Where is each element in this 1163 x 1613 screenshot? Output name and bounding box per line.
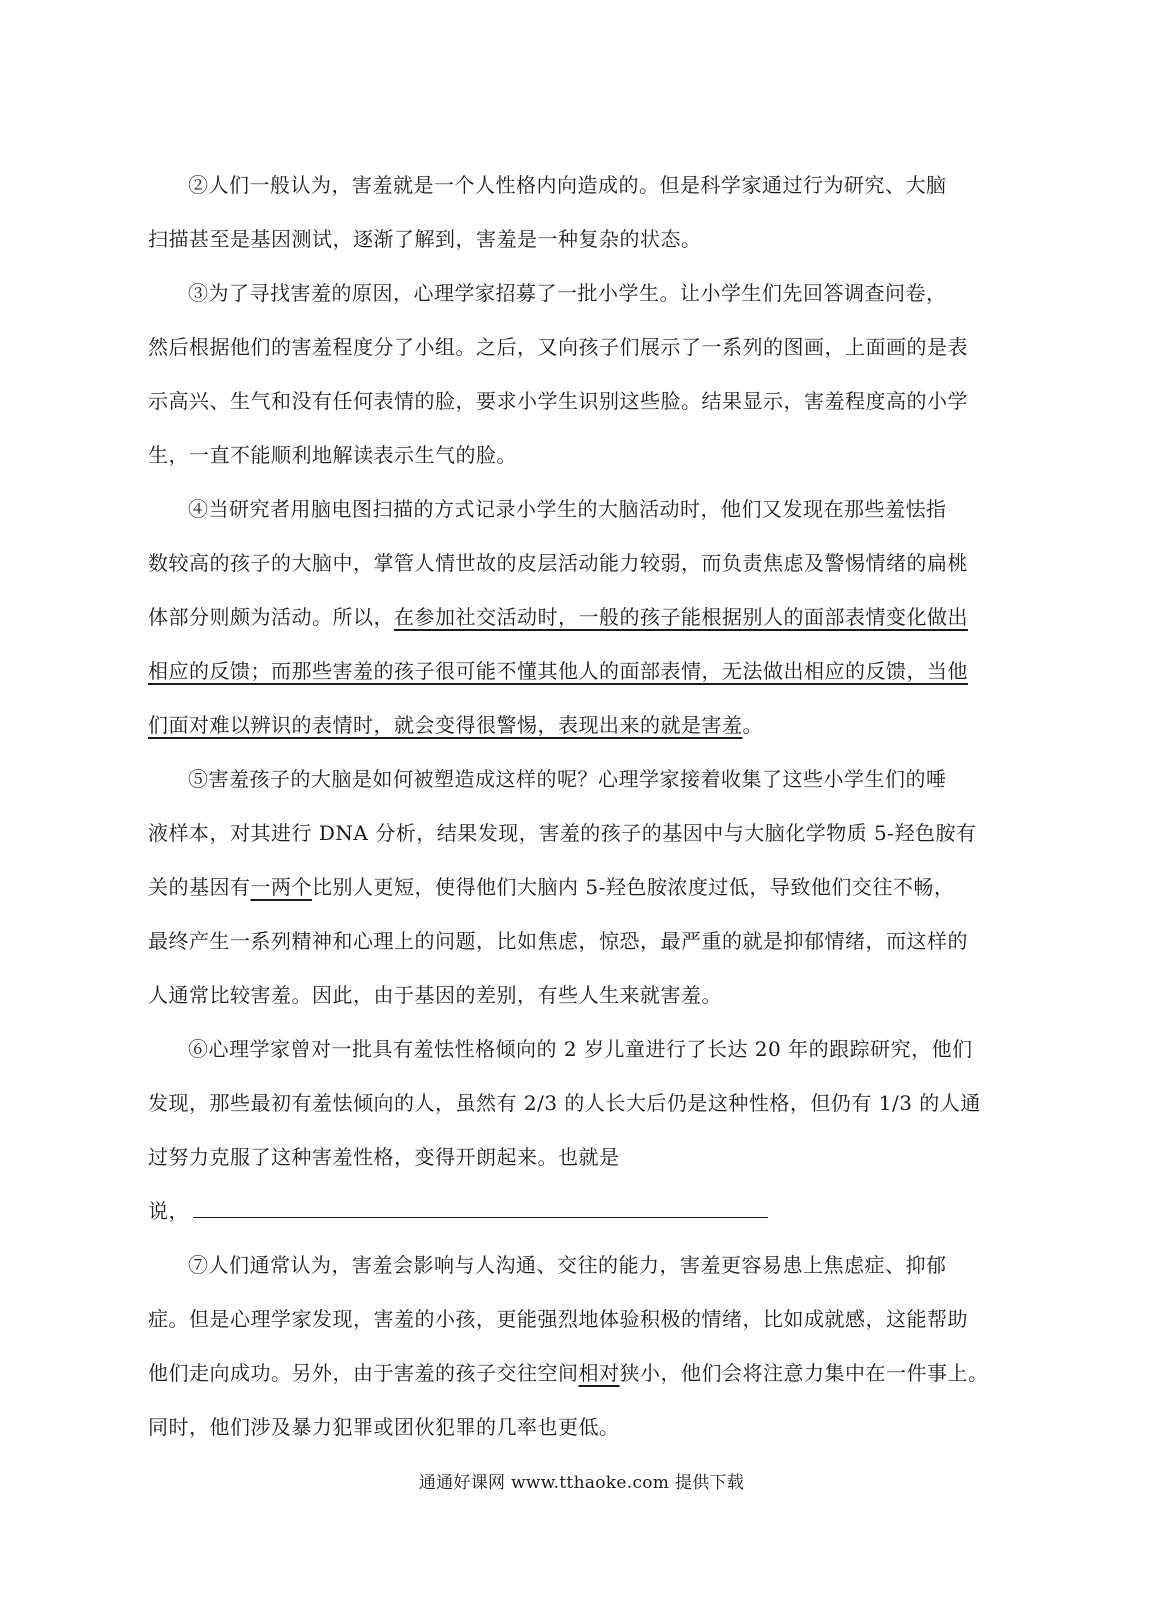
text-segment: 他们走向成功。另外，由于害羞的孩子交往空间 [148, 1361, 579, 1385]
text-line [148, 860, 1018, 914]
text-line: 然后根据他们的害羞程度分了小组。之后，又向孩子们展示了一系列的图画，上面画的是表 [148, 335, 968, 359]
text-line: ⑦人们通常认为，害羞会影响与人沟通、交往的能力，害羞更容易患上焦虑症、抑郁 [188, 1253, 947, 1277]
paragraph-2 [148, 158, 1018, 266]
text-line: 扫描甚至是基因测试，逐渐了解到，害羞是一种复杂的状态。 [148, 227, 702, 251]
document-body [148, 158, 1018, 1454]
text-line [148, 1184, 1018, 1238]
text-line [148, 698, 1018, 752]
text-line [148, 644, 1018, 698]
text-segment: 狭小，他们会将注意力集中在一件事上。 [619, 1361, 989, 1385]
text-line: ④当研究者用脑电图扫描的方式记录小学生的大脑活动时，他们又发现在那些羞怯指 [188, 497, 947, 521]
answer-blank[interactable] [193, 1197, 768, 1218]
text-segment: 体部分则颇为活动。所以， [148, 605, 394, 629]
text-segment: 比别人更短，使得他们大脑内 5-羟色胺浓度过低，导致他们交往不畅， [312, 875, 955, 899]
text-segment: 。 [742, 713, 763, 737]
text-line: 人通常比较害羞。因此，由于基因的差别，有些人生来就害羞。 [148, 983, 722, 1007]
text-line: 同时，他们涉及暴力犯罪或团伙犯罪的几率也更低。 [148, 1415, 620, 1439]
text-line: ③为了寻找害羞的原因，心理学家招募了一批小学生。让小学生们先回答调查问卷， [188, 281, 947, 305]
text-line: ⑤害羞孩子的大脑是如何被塑造成这样的呢？心理学家接着收集了这些小学生们的唾 [188, 767, 947, 791]
paragraph-3 [148, 266, 1018, 482]
text-line: ②人们一般认为，害羞就是一个人性格内向造成的。但是科学家通过行为研究、大脑 [188, 173, 947, 197]
paragraph-6 [148, 1022, 1018, 1238]
underlined-sentence: 在参加社交活动时，一般的孩子能根据别人的面部表情变化做出 [394, 605, 968, 629]
text-line: 过努力克服了这种害羞性格，变得开朗起来。也就是 [148, 1145, 620, 1169]
text-line: 数较高的孩子的大脑中，掌管人情世故的皮层活动能力较弱，而负责焦虑及警惕情绪的扁桃 [148, 551, 968, 575]
paragraph-7 [148, 1238, 1018, 1454]
paragraph-4 [148, 482, 1018, 752]
text-line: 最终产生一系列精神和心理上的问题，比如焦虑，惊恐，最严重的就是抑郁情绪，而这样的 [148, 929, 968, 953]
text-line: ⑥心理学家曾对一批具有羞怯性格倾向的 2 岁儿童进行了长达 20 年的跟踪研究，他们 [188, 1037, 973, 1061]
underlined-sentence: 相应的反馈；而那些害羞的孩子很可能不懂其他人的面部表情，无法做出相应的反馈，当他 [148, 659, 968, 683]
text-line: 液样本，对其进行 DNA 分析，结果发现，害羞的孩子的基因中与大脑化学物质 5-羟色胺有 [148, 821, 977, 845]
text-line [148, 590, 1018, 644]
text-line: 示高兴、生气和没有任何表情的脸，要求小学生识别这些脸。结果显示，害羞程度高的小学 [148, 389, 968, 413]
underlined-word: 一两个 [250, 875, 312, 899]
page-footer: 通通好课网 www.tthaoke.com 提供下载 [418, 1473, 745, 1493]
text-line [148, 1346, 1018, 1400]
paragraph-5 [148, 752, 1018, 1022]
text-line: 症。但是心理学家发现，害羞的小孩，更能强烈地体验积极的情绪，比如成就感，这能帮助 [148, 1307, 968, 1331]
text-line: 发现，那些最初有羞怯倾向的人，虽然有 2/3 的人长大后仍是这种性格，但仍有 1/3 的人通 [148, 1091, 981, 1115]
text-segment: 关的基因有 [148, 875, 251, 899]
text-line: 生，一直不能顺利地解读表示生气的脸。 [148, 443, 517, 467]
underlined-word: 相对 [578, 1361, 620, 1385]
text-segment: 说， [148, 1199, 189, 1223]
underlined-sentence: 们面对难以辨识的表情时，就会变得很警惕，表现出来的就是害羞 [148, 713, 743, 737]
